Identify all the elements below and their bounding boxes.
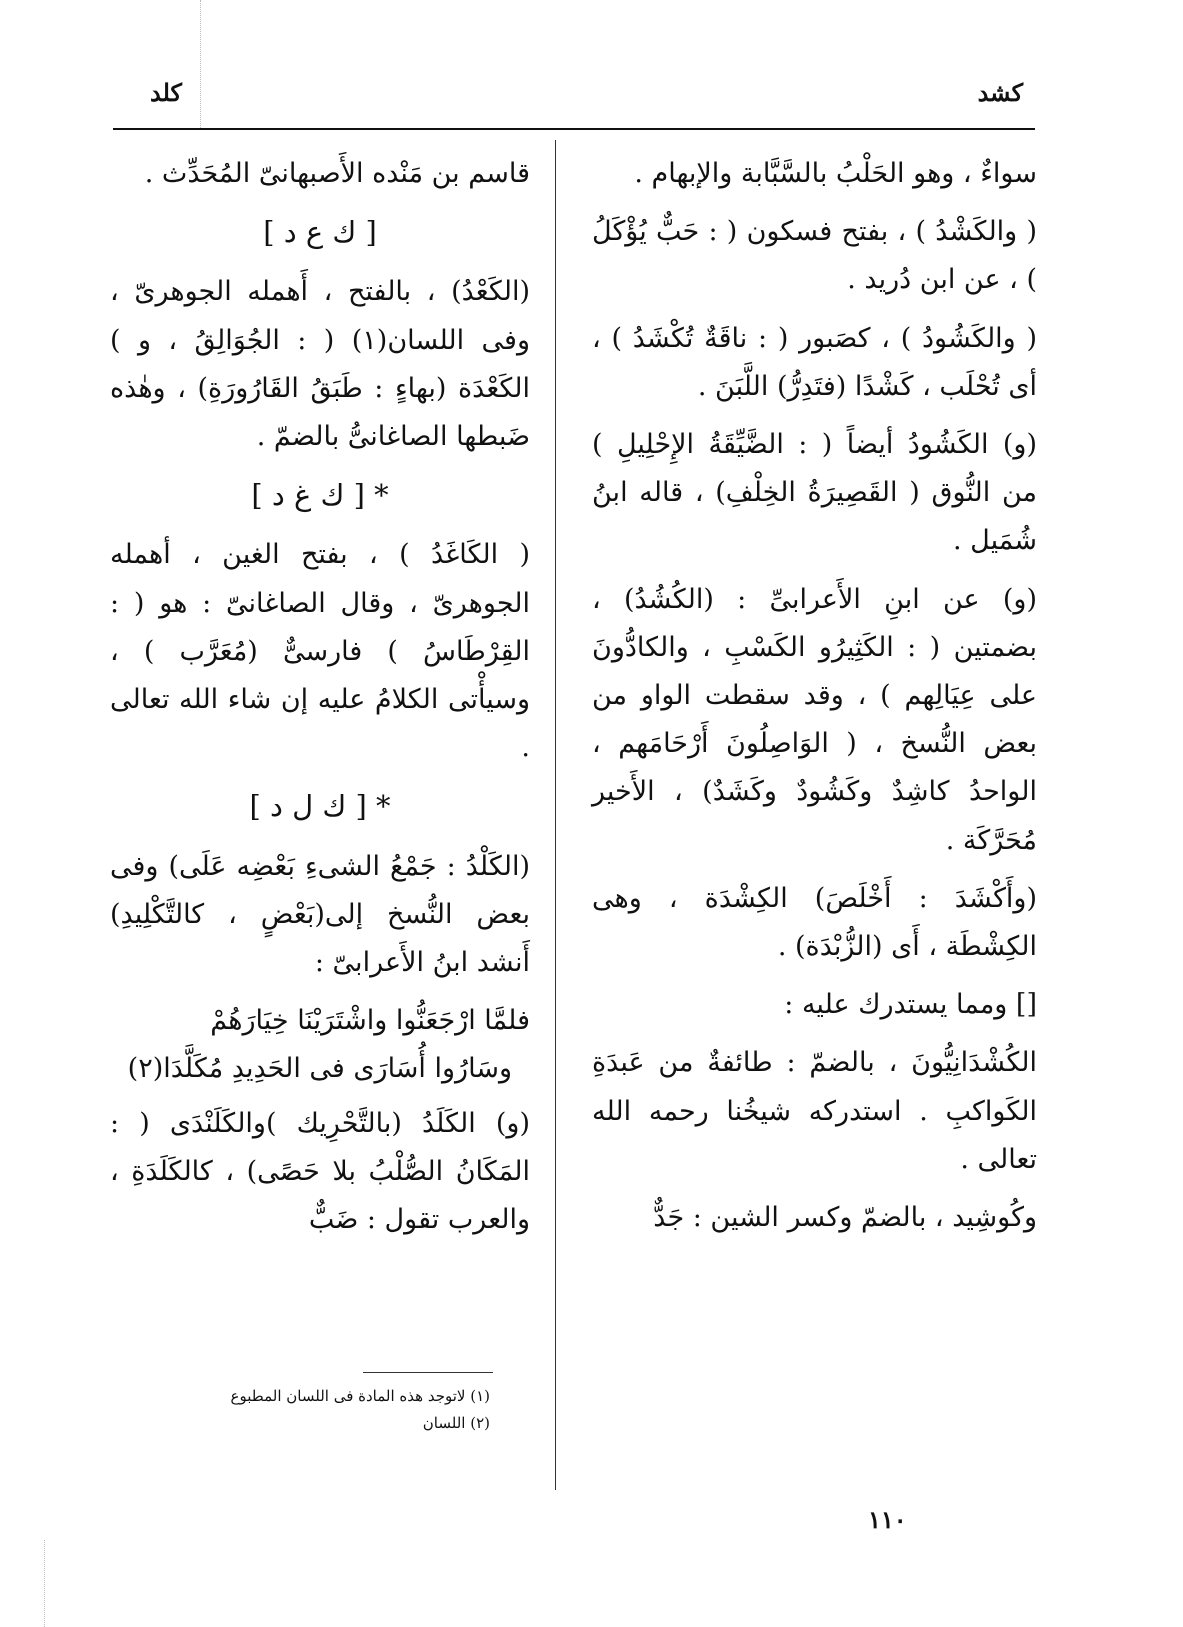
root-heading: [ ك ع د ] xyxy=(263,215,377,250)
scan-guide-line xyxy=(200,0,201,130)
entry-paragraph: ( والكَشْدُ ) ، بفتح فسكون ( : حَبٌّ يُؤْكَلُ ) ، عن ابن دُريد . xyxy=(592,216,1037,296)
entry-paragraph: (و) عن ابنِ الأَعرابىِّ : (الكُشُدُ) ، بضمتين ( : الكَثِيرُو الكَسْبِ ، والكادُّونَ على عِيَالِهم ) ، وقد سقطت الواو من بعض النُّسخ ، ( الوَاصِلُونَ أَرْحَامَهم ، الواحدُ كاشِدٌ وكَشُودٌ وكَشَدٌ) ، الأَخير مُحَرَّكَة . xyxy=(592,583,1037,856)
header-root-word-left: كلد xyxy=(150,78,182,107)
header-root-word-right: كشد xyxy=(977,78,1023,107)
entry-paragraph: (الكَلْدُ : جَمْعُ الشىءِ بَعْضِه عَلَى) وفى بعض النُّسخ إلى(بَعْضٍ ، كالتَّكْلِيدِ) أَنشد ابنُ الأَعرابىّ : xyxy=(110,850,530,979)
page-number: ١١٠ xyxy=(868,1505,907,1534)
footnote: (٢) اللسان xyxy=(422,1414,490,1432)
right-column xyxy=(592,150,1037,1252)
entry-paragraph: (و) الكَلَدُ (بالتَّحْرِيك )والكَلَنْدَى ( : المَكَانُ الصُّلْبُ بلا حَصًى) ، كالكَلَدَةِ ، والعرب تقول : ضَبٌّ xyxy=(110,1107,530,1236)
left-column xyxy=(110,150,530,1254)
entry-paragraph: (وأَكْشَدَ : أَخْلَصَ) الكِشْدَة ، وهى الكِشْطَة ، أَى (الزُّبْدَة) . xyxy=(592,882,1037,963)
entry-paragraph: (و) الكَشُودُ أيضاً ( : الضَّيِّقَةُ الإِحْلِيلِ ) من النُّوق ( القَصِيرَةُ الخِلْفِ) ، قاله ابنُ شُمَيل . xyxy=(592,429,1037,557)
footnotes xyxy=(200,1383,490,1437)
entry-paragraph: ( الكَاغَدُ ) ، بفتح الغين ، أهمله الجوهرىّ ، وقال الصاغانىّ : هو ( : القِرْطَاسُ ) فارسىٌّ (مُعَرَّب ) ، وسيأْتى الكلامُ عليه إن شاء الله تعالى . xyxy=(110,539,530,764)
poem-verse-line: وسَارُوا أُسَارَى فى الحَدِيدِ مُكَلَّدَا(٢) xyxy=(127,1053,512,1085)
entry-paragraph: [] ومما يستدرك عليه : xyxy=(784,989,1037,1021)
column-divider xyxy=(555,140,556,1490)
entry-paragraph: الكُشْدَانِيُّونَ ، بالضمّ : طائفةٌ من عَبدَةِ الكَواكبِ . استدركه شيخُنا رحمه الله تعالى . xyxy=(592,1047,1037,1175)
header-rule xyxy=(113,128,1035,130)
entry-paragraph: (الكَعْدُ) ، بالفتح ، أَهمله الجوهرىّ ، وفى اللسان(١) ( : الجُوَالِقُ ، و ) الكَعْدَة (بهاءٍ : طَبَقُ القَارُورَةِ) ، وهٰذه ضَبطها الصاغانىُّ بالضمّ . xyxy=(110,276,531,453)
root-heading: * [ ك ل د ] xyxy=(249,789,391,824)
scan-guide-line xyxy=(44,1540,45,1627)
poem-verse-line: فلمَّا ارْجَعَنُّوا واشْتَرَيْنَا خِيَارَهُمْ xyxy=(210,1005,530,1037)
root-heading: * [ ك غ د ] xyxy=(251,478,389,513)
footnote: (١) لاتوجد هذه المادة فى اللسان المطبوع xyxy=(230,1387,490,1405)
entry-paragraph: ( والكَشُودُ ) ، كصَبور ( : ناقَةٌ تُكْشَدُ ) ، أى تُحْلَب ، كَشْدًا (فتَدِرُّ) اللَّبَنَ . xyxy=(592,322,1037,402)
entry-paragraph: وكُوشِيد ، بالضمّ وكسر الشين : جَدٌّ xyxy=(653,1202,1037,1234)
entry-paragraph: قاسم بن مَنْده الأَصبهانىّ المُحَدِّث . xyxy=(144,158,530,189)
entry-paragraph: سواءٌ ، وهو الحَلْبُ بالسَّبَّابة والإبهام . xyxy=(634,158,1037,189)
footnote-rule xyxy=(363,1372,493,1373)
